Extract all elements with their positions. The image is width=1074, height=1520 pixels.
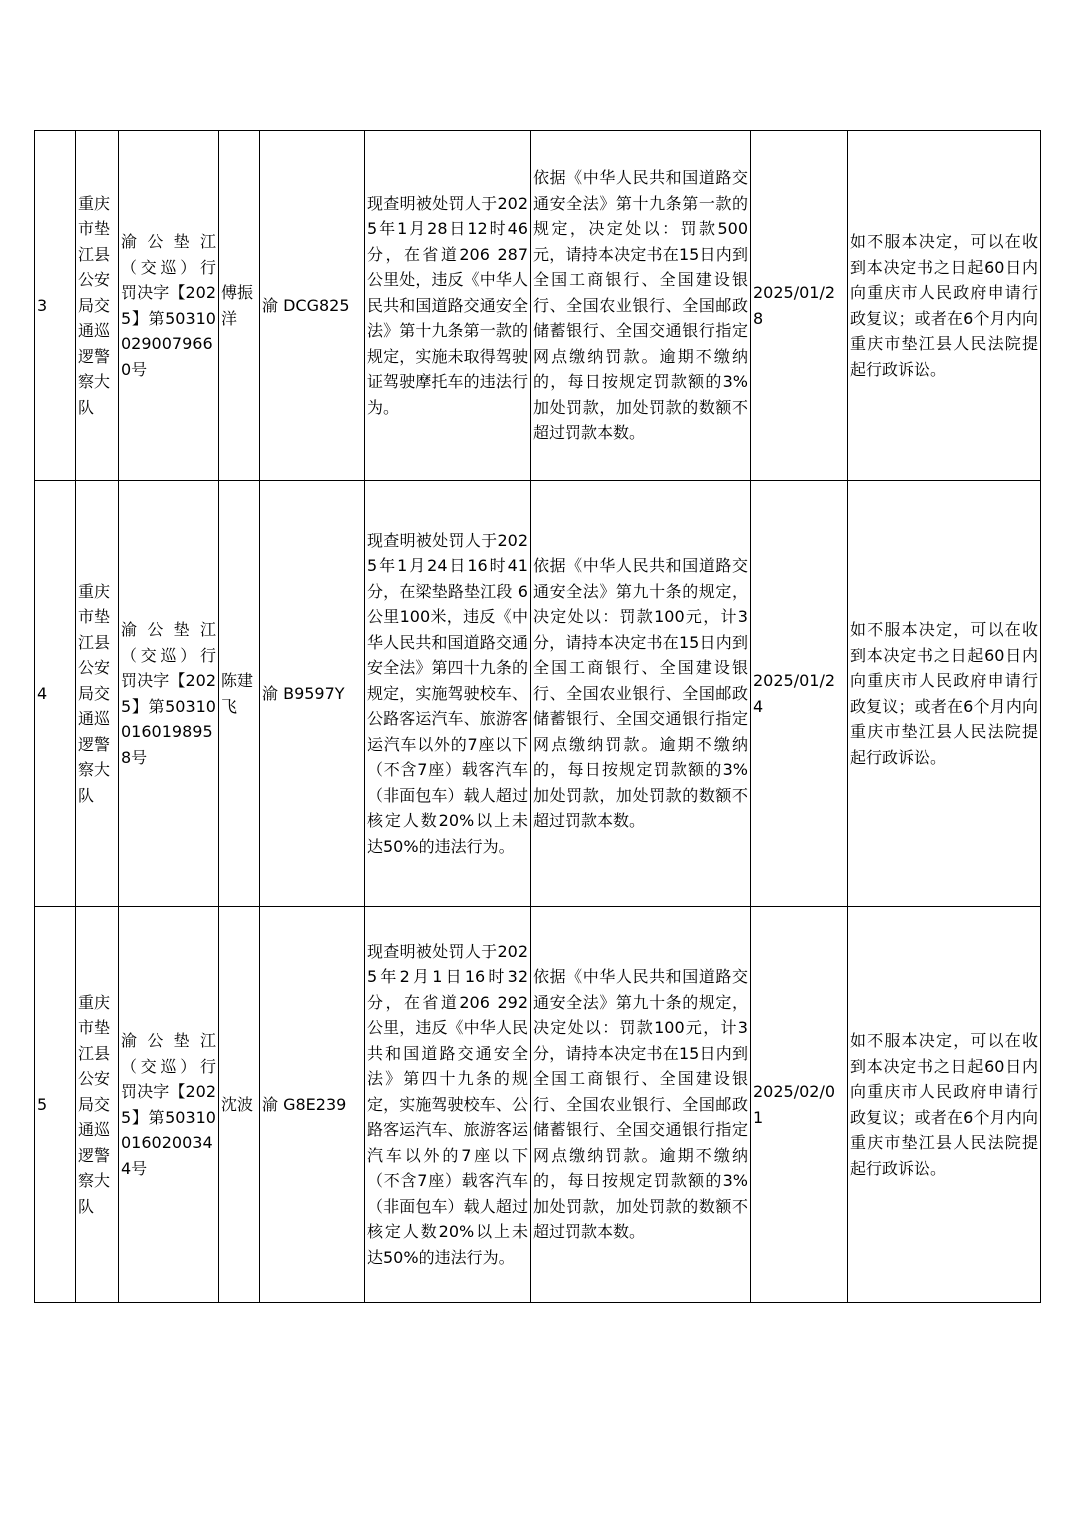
offender-name: 沈波 [219,907,260,1303]
decision-number: 渝公垫江（交巡）行罚决字【2025】第503100290079660号 [119,131,219,481]
remedy-notice: 如不服本决定，可以在收到本决定书之日起60日内向重庆市人民政府申请行政复议；或者在6个月内向重庆市垫江县人民法院提起行政诉讼。 [848,907,1041,1303]
decision-date: 2025/01/24 [751,481,848,907]
decision-date: 2025/01/28 [751,131,848,481]
violation-facts: 现查明被处罚人于2025年1月28日12时46分，在省道206 287公里处，违反《中华人民共和国道路交通安全法》第十九条第一款的规定，实施未取得驾驶证驾驶摩托车的违法行为。 [365,131,531,481]
penalty-table [34,130,1041,1303]
plate-number: 渝 G8E239 [260,907,365,1303]
table-row [35,481,1041,907]
table-row [35,907,1041,1303]
offender-name: 陈建飞 [219,481,260,907]
penalty-basis: 依据《中华人民共和国道路交通安全法》第十九条第一款的规定，决定处以：罚款500元，请持本决定书在15日内到全国工商银行、全国建设银行、全国农业银行、全国邮政储蓄银行、全国交通银行指定网点缴纳罚款。逾期不缴纳的，每日按规定罚款额的3%加处罚款，加处罚款的数额不超过罚款本数。 [531,131,751,481]
plate-number: 渝 B9597Y [260,481,365,907]
row-number: 3 [35,131,76,481]
issuing-authority: 重庆市垫江县公安局交通巡逻警察大队 [76,907,119,1303]
penalty-basis: 依据《中华人民共和国道路交通安全法》第九十条的规定，决定处以：罚款100元，计3分，请持本决定书在15日内到全国工商银行、全国建设银行、全国农业银行、全国邮政储蓄银行、全国交通银行指定网点缴纳罚款。逾期不缴纳的，每日按规定罚款额的3%加处罚款，加处罚款的数额不超过罚款本数。 [531,907,751,1303]
violation-facts: 现查明被处罚人于2025年2月1日16时32分，在省道206 292公里，违反《中华人民共和国道路交通安全法》第四十九条的规定，实施驾驶校车、公路客运汽车、旅游客运汽车以外的7座以下（不含7座）载客汽车（非面包车）载人超过核定人数20%以上未达50%的违法行为。 [365,907,531,1303]
violation-facts: 现查明被处罚人于2025年1月24日16时41分，在梁垫路垫江段 6公里100米，违反《中华人民共和国道路交通安全法》第四十九条的规定，实施驾驶校车、公路客运汽车、旅游客运汽车以外的7座以下（不含7座）载客汽车（非面包车）载人超过核定人数20%以上未达50%的违法行为。 [365,481,531,907]
remedy-notice: 如不服本决定，可以在收到本决定书之日起60日内向重庆市人民政府申请行政复议；或者在6个月内向重庆市垫江县人民法院提起行政诉讼。 [848,131,1041,481]
row-number: 5 [35,907,76,1303]
plate-number: 渝 DCG825 [260,131,365,481]
issuing-authority: 重庆市垫江县公安局交通巡逻警察大队 [76,481,119,907]
issuing-authority: 重庆市垫江县公安局交通巡逻警察大队 [76,131,119,481]
penalty-basis: 依据《中华人民共和国道路交通安全法》第九十条的规定，决定处以：罚款100元，计3分，请持本决定书在15日内到全国工商银行、全国建设银行、全国农业银行、全国邮政储蓄银行、全国交通银行指定网点缴纳罚款。逾期不缴纳的，每日按规定罚款额的3%加处罚款，加处罚款的数额不超过罚款本数。 [531,481,751,907]
decision-number: 渝公垫江（交巡）行罚决字【2025】第503100160200344号 [119,907,219,1303]
table-row [35,131,1041,481]
row-number: 4 [35,481,76,907]
offender-name: 傅振洋 [219,131,260,481]
decision-number: 渝公垫江（交巡）行罚决字【2025】第503100160198958号 [119,481,219,907]
decision-date: 2025/02/01 [751,907,848,1303]
remedy-notice: 如不服本决定，可以在收到本决定书之日起60日内向重庆市人民政府申请行政复议；或者在6个月内向重庆市垫江县人民法院提起行政诉讼。 [848,481,1041,907]
